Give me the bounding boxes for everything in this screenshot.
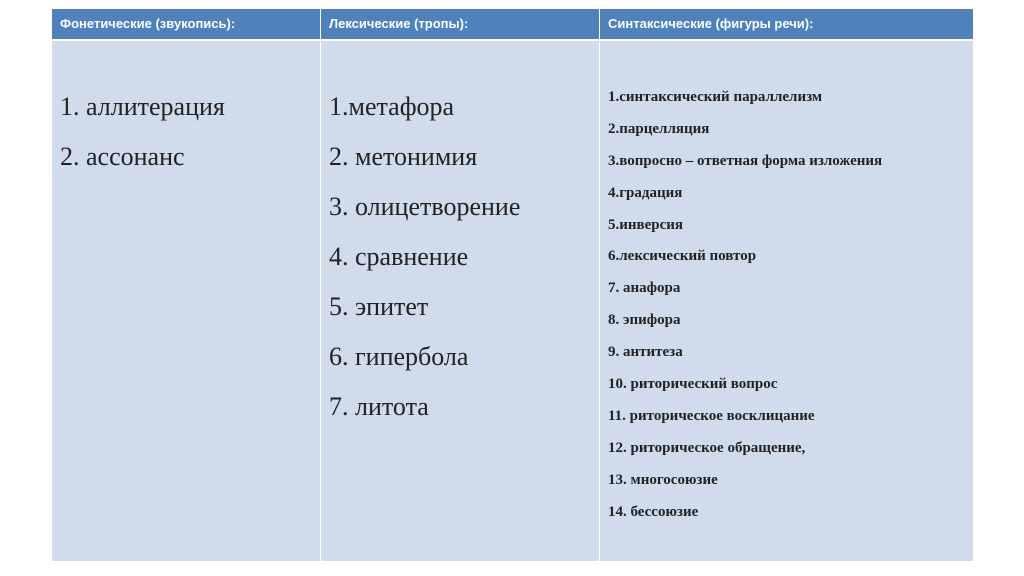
list-item: 1. аллитерация xyxy=(60,92,225,121)
list-item: 9. антитеза xyxy=(608,344,683,361)
list-item: 3. олицетворение xyxy=(329,192,521,221)
list-item: 2. ассонанс xyxy=(60,142,185,171)
list-item: 2. метонимия xyxy=(329,142,478,171)
list-item: 5. эпитет xyxy=(329,292,429,321)
figures-of-speech-table xyxy=(52,9,973,561)
list-item: 12. риторическое обращение, xyxy=(608,439,806,456)
cell-phonetic xyxy=(52,41,320,561)
list-item: 5.инверсия xyxy=(608,216,684,233)
list-item: 6.лексический повтор xyxy=(608,248,757,265)
lexical-list xyxy=(321,41,599,442)
list-item: 3.вопросно – ответная форма изложения xyxy=(608,152,883,169)
list-item: 6. гипербола xyxy=(329,342,469,371)
header-lexical: Лексические (тропы): xyxy=(321,9,599,39)
list-item: 13. многосоюзие xyxy=(608,471,718,488)
list-item: 8. эпифора xyxy=(608,312,681,329)
list-item: 14. бессоюзие xyxy=(608,503,699,520)
list-item: 1.синтаксический параллелизм xyxy=(608,89,823,105)
cell-syntactic xyxy=(600,41,973,561)
list-item: 1.метафора xyxy=(329,92,455,121)
list-item: 10. риторический вопрос xyxy=(608,376,778,393)
list-item: 11. риторическое восклицание xyxy=(608,407,815,424)
header-syntactic: Синтаксические (фигуры речи): xyxy=(600,9,973,39)
list-item: 7. литота xyxy=(329,392,429,421)
phonetic-list xyxy=(52,41,320,192)
cell-lexical xyxy=(321,41,599,561)
header-phonetic: Фонетические (звукопись): xyxy=(52,9,320,39)
list-item: 2.парцелляция xyxy=(608,120,710,137)
list-item: 4. сравнение xyxy=(329,242,469,271)
syntactic-list xyxy=(600,41,973,533)
list-item: 7. анафора xyxy=(608,280,681,297)
list-item: 4.градация xyxy=(608,184,683,201)
